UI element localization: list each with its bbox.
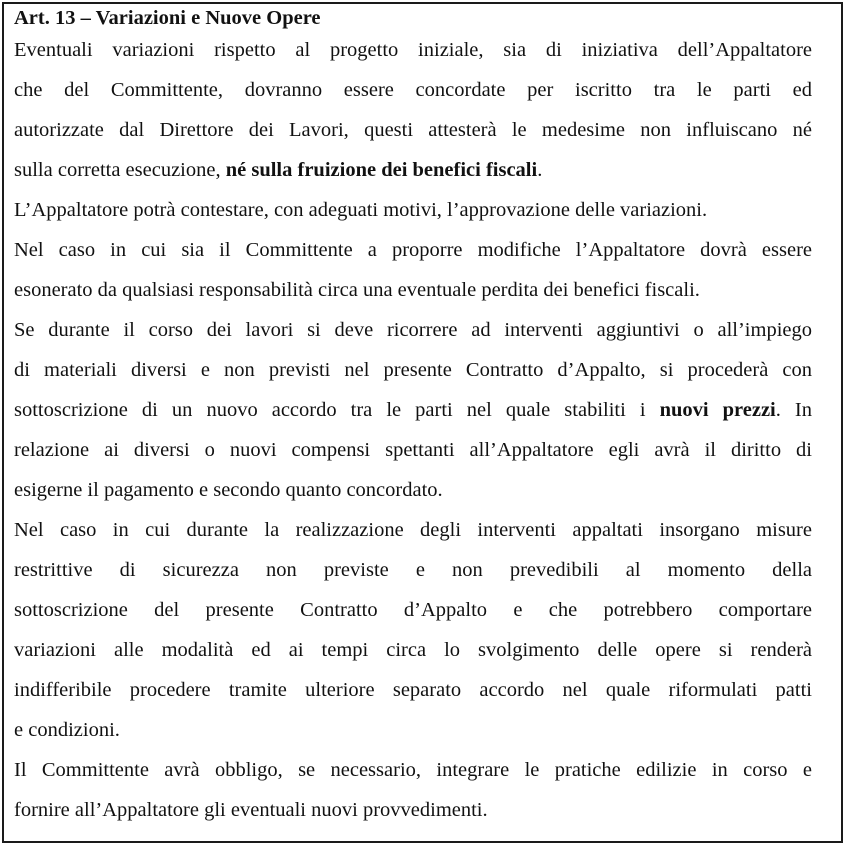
paragraph-1-line-4 (14, 150, 812, 190)
paragraph-4-text-after: . In (775, 399, 813, 421)
bold-phrase-benefici-fiscali: né sulla fruizione dei benefici fiscali (225, 159, 538, 181)
paragraph-6-line-2: fornire all’Appaltatore gli eventuali nuovi provvedimenti. (14, 799, 488, 821)
article-title: Art. 13 – Variazioni e Nuove Opere (14, 7, 321, 29)
paragraph-3-line-1: Nel caso in cui sia il Committente a proporre modifiche l’Appaltatore dovrà essere (14, 239, 812, 261)
bold-phrase-nuovi-prezzi: nuovi prezzi (659, 399, 776, 421)
paragraph-2-line-1: L’Appaltatore potrà contestare, con adeguati motivi, l’approvazione delle variazioni. (14, 199, 708, 221)
paragraph-6 (14, 750, 812, 830)
paragraph-6-line-1: Il Committente avrà obbligo, se necessario, integrare le pratiche edilizie in corso e (14, 759, 812, 781)
paragraph-4-line-3 (14, 390, 812, 430)
paragraph-5-line-6: e condizioni. (14, 719, 120, 741)
paragraph-5-line-3: sottoscrizione del presente Contratto d’Appalto e che potrebbero comportare (14, 599, 812, 621)
document-frame (2, 2, 843, 843)
paragraph-1-text: sulla corretta esecuzione, (14, 159, 226, 181)
paragraph-5-line-5: indifferibile procedere tramite ulteriore separato accordo nel quale riformulati patti (14, 679, 812, 701)
paragraph-1-line-2: che del Committente, dovranno essere concordate per iscritto tra le parti ed (14, 79, 812, 101)
paragraph-4 (14, 310, 812, 510)
paragraph-1-line-1: Eventuali variazioni rispetto al progetto iniziale, sia di iniziativa dell’Appaltatore (14, 39, 812, 61)
paragraph-3 (14, 230, 812, 310)
paragraph-4-line-5: esigerne il pagamento e secondo quanto concordato. (14, 479, 443, 501)
paragraph-5 (14, 510, 812, 750)
paragraph-1-line-3: autorizzate dal Direttore dei Lavori, questi attesterà le medesime non influiscano né (14, 119, 812, 141)
paragraph-4-line-2: di materiali diversi e non previsti nel presente Contratto d’Appalto, si procederà con (14, 359, 812, 381)
paragraph-3-line-2: esonerato da qualsiasi responsabilità circa una eventuale perdita dei benefici fiscali. (14, 279, 700, 301)
paragraph-4-text: sottoscrizione di un nuovo accordo tra le parti nel quale stabiliti i (14, 399, 660, 421)
paragraph-5-line-2: restrittive di sicurezza non previste e non prevedibili al momento della (14, 559, 812, 581)
paragraph-2 (14, 190, 812, 230)
document-body (14, 4, 812, 830)
paragraph-4-line-4: relazione ai diversi o nuovi compensi spettanti all’Appaltatore egli avrà il diritto di (14, 439, 812, 461)
paragraph-4-line-1: Se durante il corso dei lavori si deve ricorrere ad interventi aggiuntivi o all’impiego (14, 319, 812, 341)
paragraph-5-line-4: variazioni alle modalità ed ai tempi circa lo svolgimento delle opere si renderà (14, 639, 812, 661)
paragraph-5-line-1: Nel caso in cui durante la realizzazione degli interventi appaltati insorgano misure (14, 519, 812, 541)
paragraph-1-period: . (537, 159, 543, 181)
paragraph-1 (14, 30, 812, 190)
